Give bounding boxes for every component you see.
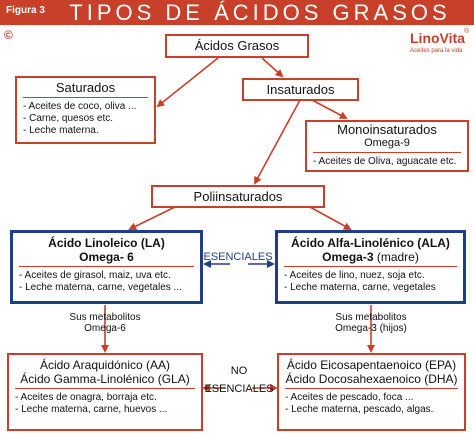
page-title: TIPOS DE ÁCIDOS GRASOS: [69, 0, 451, 25]
list-item: - Leche materna, carne, vegetales: [284, 282, 436, 293]
linoleico-box: [10, 230, 203, 304]
araquidonico-box: [7, 353, 203, 431]
logo-tagline: Aceites para la vida: [410, 48, 463, 54]
list-item: - Aceites de girasol, maiz, uva etc.: [19, 270, 171, 281]
insaturados-title: Insaturados: [266, 82, 335, 97]
arrow-to-poliinsaturados: [255, 100, 300, 183]
linoleico-title: Ácido Linoleico (LA): [48, 236, 165, 250]
monoinsaturados-title: Monoinsaturados: [337, 122, 437, 137]
monoinsaturados-separator: [313, 152, 461, 153]
monoinsaturados-box: [305, 120, 469, 172]
acidos-grasos-title: Ácidos Grasos: [194, 38, 280, 53]
alfa-linolenico-items: [278, 270, 463, 294]
araquidonico-title-1: Ácido Araquidónico (AA): [39, 358, 171, 372]
alfa-linolenico-subtitle-rest: (madre): [373, 250, 419, 264]
metabolitos-omega3-label: [321, 312, 421, 334]
insaturados-box: [242, 78, 359, 101]
list-item: - Carne, quesos etc.: [23, 113, 114, 124]
logo-name: LinoVita: [410, 30, 465, 46]
monoinsaturados-subtitle: Omega-9: [364, 137, 410, 149]
metabolitos-omega3-line2: Omega-3 (hijos): [335, 323, 407, 334]
metabolitos-omega6-label: [60, 312, 150, 334]
monoinsaturados-items: [307, 156, 467, 168]
linoleico-separator: [19, 266, 194, 267]
figure-label: Figura 3: [6, 5, 45, 16]
list-item: - Aceites de pescado, foca ...: [285, 392, 414, 403]
poliinsaturados-box: [151, 185, 325, 208]
no-esenciales-line2: ESENCIALES: [204, 383, 274, 395]
arrow-to-linoleico: [130, 207, 175, 229]
list-item: - Aceites de onagra, borraja etc.: [15, 392, 157, 403]
saturados-items: [17, 101, 154, 137]
saturados-box: [15, 76, 156, 144]
poliinsaturados-title: Poliinsaturados: [193, 189, 283, 204]
epa-dha-separator: [285, 388, 458, 389]
metabolitos-omega6-line1: Sus metabolitos: [69, 312, 141, 323]
epa-dha-title-2: Ácido Docosahexaenoico (DHA): [285, 372, 458, 386]
list-item: - Leche materna, carne, huevos ...: [15, 404, 168, 415]
metabolitos-omega6-line2: Omega-6: [84, 323, 126, 334]
arrow-to-insaturados: [262, 58, 282, 76]
saturados-separator: [23, 97, 148, 98]
alfa-linolenico-box: [275, 230, 466, 304]
alfa-linolenico-subtitle-strong: Omega-3: [322, 250, 374, 264]
copyright-mark: ©: [4, 28, 13, 42]
list-item: - Aceites de coco, oliva ...: [23, 101, 137, 112]
no-esenciales-label: [203, 365, 275, 395]
epa-dha-box: [277, 353, 466, 431]
acidos-grasos-box: [165, 34, 309, 58]
no-esenciales-line1: NO: [230, 365, 248, 377]
arrow-to-monoinsaturados: [312, 100, 346, 118]
logo-registered: ®: [464, 28, 470, 35]
linoleico-subtitle: Omega- 6: [79, 250, 134, 264]
saturados-title: Saturados: [55, 80, 116, 95]
linoleico-items: [13, 270, 200, 294]
metabolitos-omega3-line1: Sus metabolitos: [335, 312, 407, 323]
list-item: - Leche materna, pescado, algas.: [285, 404, 434, 415]
list-item: - Leche materna.: [23, 125, 99, 136]
alfa-linolenico-separator: [284, 266, 457, 267]
list-item: - Aceites de Oliva, aguacate etc.: [313, 156, 457, 167]
list-item: - Leche materna, carne, vegetales ...: [19, 282, 182, 293]
arrow-to-alfa-linolenico: [310, 207, 350, 229]
list-item: - Aceites de lino, nuez, soja etc.: [284, 270, 425, 281]
alfa-linolenico-subtitle: [278, 250, 463, 264]
epa-dha-items: [279, 392, 464, 416]
araquidonico-items: [9, 392, 201, 416]
esenciales-label: ESENCIALES: [203, 251, 273, 263]
alfa-linolenico-title: Ácido Alfa-Linolénico (ALA): [291, 236, 450, 250]
araquidonico-separator: [15, 388, 195, 389]
arrow-to-saturados: [158, 58, 218, 106]
araquidonico-title-2: Ácido Gamma-Linolénico (GLA): [20, 372, 190, 386]
epa-dha-title-1: Ácido Eicosapentaenoico (EPA): [286, 358, 457, 372]
